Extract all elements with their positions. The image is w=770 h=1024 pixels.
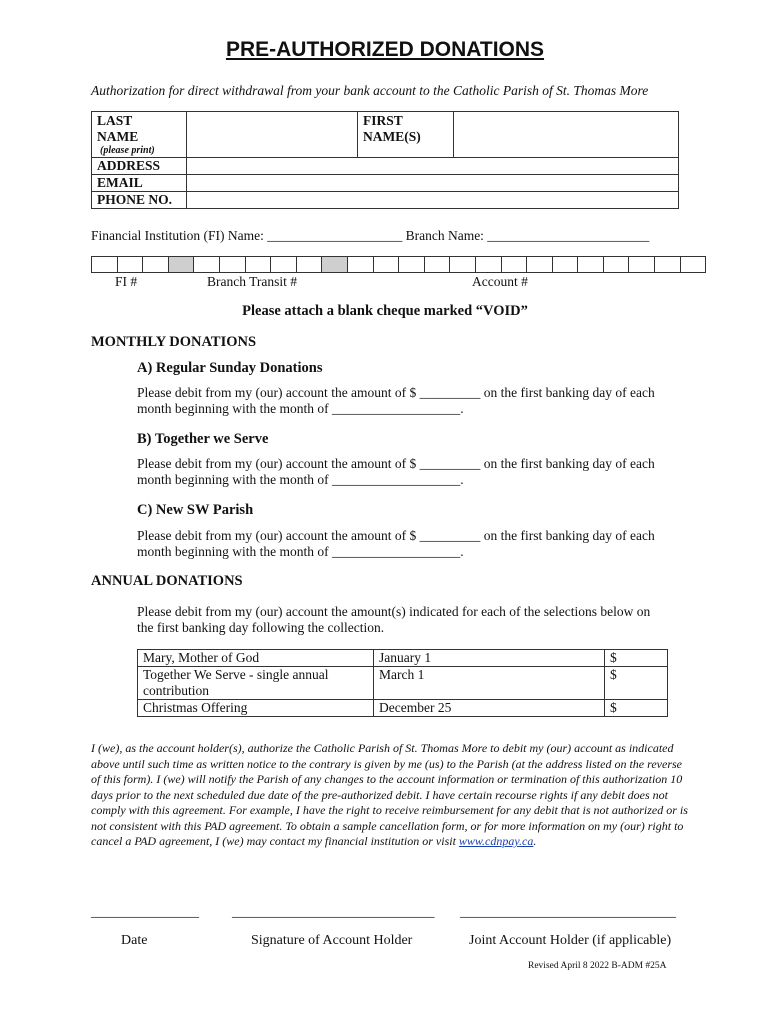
cdnpay-link[interactable]: www.cdnpay.ca: [458, 834, 534, 848]
account-digit-box[interactable]: [552, 257, 578, 273]
account-number-label: Account #: [472, 274, 528, 289]
email-field[interactable]: [187, 175, 679, 192]
collection-date: March 1: [374, 667, 605, 700]
amount-field[interactable]: $: [605, 650, 668, 667]
transit-digit-box[interactable]: [296, 257, 322, 273]
address-field[interactable]: [187, 158, 679, 175]
account-digit-box[interactable]: [603, 257, 629, 273]
first-name-label: FIRST NAME(S): [358, 112, 454, 158]
fi-digit-box[interactable]: [117, 257, 143, 273]
account-digit-box[interactable]: [450, 257, 476, 273]
fi-digit-box[interactable]: [92, 257, 118, 273]
branch-transit-label: Branch Transit #: [207, 274, 298, 289]
amount-field[interactable]: $: [605, 667, 668, 700]
subtitle: Authorization for direct withdrawal from your bank account to the Catholic Parish of St. Thomas More: [91, 83, 649, 98]
joint-holder-label: Joint Account Holder (if applicable): [469, 933, 672, 948]
annual-donations-heading: ANNUAL DONATIONS: [91, 573, 243, 589]
section-b-heading: B) Together we Serve: [137, 431, 269, 447]
monthly-donations-heading: MONTHLY DONATIONS: [91, 334, 257, 350]
transit-digit-box[interactable]: [271, 257, 297, 273]
last-name-label: LAST NAME (please print): [92, 112, 187, 158]
section-c-heading: C) New SW Parish: [137, 502, 254, 518]
table-row: [138, 700, 668, 717]
transit-digit-box[interactable]: [245, 257, 271, 273]
joint-signature-line[interactable]: ________________________________: [460, 904, 676, 919]
account-digit-box[interactable]: [399, 257, 425, 273]
last-name-field[interactable]: [187, 112, 358, 158]
annual-donations-text: Please debit from my (our) account the amount(s) indicated for each of the selections below on the first banking day following the collection.: [137, 604, 651, 635]
date-line[interactable]: ________________: [91, 904, 199, 919]
first-name-field[interactable]: [454, 112, 679, 158]
phone-field[interactable]: [187, 192, 679, 209]
section-a-heading: A) Regular Sunday Donations: [137, 360, 323, 376]
fi-number-label: FI #: [115, 274, 138, 289]
collection-date: December 25: [374, 700, 605, 717]
account-digit-box[interactable]: [475, 257, 501, 273]
authorization-text: I (we), as the account holder(s), authorize the Catholic Parish of St. Thomas More to debit my (our) account as indicated above until such time as written notice to the contrary is given by me (us) to the Parish (at the address listed on the reverse of this form). I (we) will notify the Parish of any changes to the account information or termination of this authorization 10 days prior to the next scheduled due date of the pre-authorized debit. I have certain recourse rights if any debit does not comply with this agreement. For example, I have the right to receive reimbursement for any debit that is not authorized or is not consistent with this PAD agreement. To obtain a sample cancellation form, or for more information on my (our) right to cancel a PAD agreement, I (we) may contact my financial institution or visit www.cdnpay.ca.: [91, 741, 688, 848]
email-label: EMAIL: [92, 175, 187, 192]
fi-digit-box[interactable]: [143, 257, 169, 273]
address-label: ADDRESS: [92, 158, 187, 175]
signature-label: Signature of Account Holder: [251, 933, 413, 948]
collection-name: Together We Serve - single annual contribution: [138, 667, 374, 700]
void-cheque-note: Please attach a blank cheque marked “VOID”: [242, 303, 528, 319]
separator-box: [168, 257, 194, 273]
collection-name: Christmas Offering: [138, 700, 374, 717]
account-digit-box[interactable]: [629, 257, 655, 273]
section-b-text: Please debit from my (our) account the amount of $ _________ on the first banking day of each month beginning with the month of ___________________.: [137, 456, 655, 487]
collection-name: Mary, Mother of God: [138, 650, 374, 667]
financial-institution-line: Financial Institution (FI) Name: ____________________ Branch Name: ________________________: [91, 228, 650, 243]
annual-donations-table: [137, 649, 668, 717]
phone-label: PHONE NO.: [92, 192, 187, 209]
account-digit-box[interactable]: [347, 257, 373, 273]
account-digit-box[interactable]: [655, 257, 681, 273]
date-label: Date: [121, 933, 148, 948]
account-digit-box[interactable]: [424, 257, 450, 273]
separator-box: [322, 257, 348, 273]
collection-date: January 1: [374, 650, 605, 667]
amount-field[interactable]: $: [605, 700, 668, 717]
section-c-text: Please debit from my (our) account the amount of $ _________ on the first banking day of each month beginning with the month of ___________________.: [137, 528, 655, 559]
account-digit-box[interactable]: [373, 257, 399, 273]
page-title: PRE-AUTHORIZED DONATIONS: [225, 38, 545, 61]
transit-digit-box[interactable]: [219, 257, 245, 273]
section-a-text: Please debit from my (our) account the amount of $ _________ on the first banking day of each month beginning with the month of ___________________.: [137, 385, 655, 416]
table-row: [138, 650, 668, 667]
table-row: [138, 667, 668, 700]
signature-line[interactable]: ______________________________: [232, 904, 435, 919]
please-print-note: (please print): [100, 145, 155, 156]
transit-digit-box[interactable]: [194, 257, 220, 273]
personal-info-table: [91, 111, 679, 209]
account-digit-box[interactable]: [680, 257, 706, 273]
revision-note: Revised April 8 2022 B-ADM #25A: [528, 961, 667, 971]
account-number-grid: [91, 256, 706, 273]
account-digit-box[interactable]: [501, 257, 527, 273]
account-digit-box[interactable]: [578, 257, 604, 273]
account-digit-box[interactable]: [527, 257, 553, 273]
